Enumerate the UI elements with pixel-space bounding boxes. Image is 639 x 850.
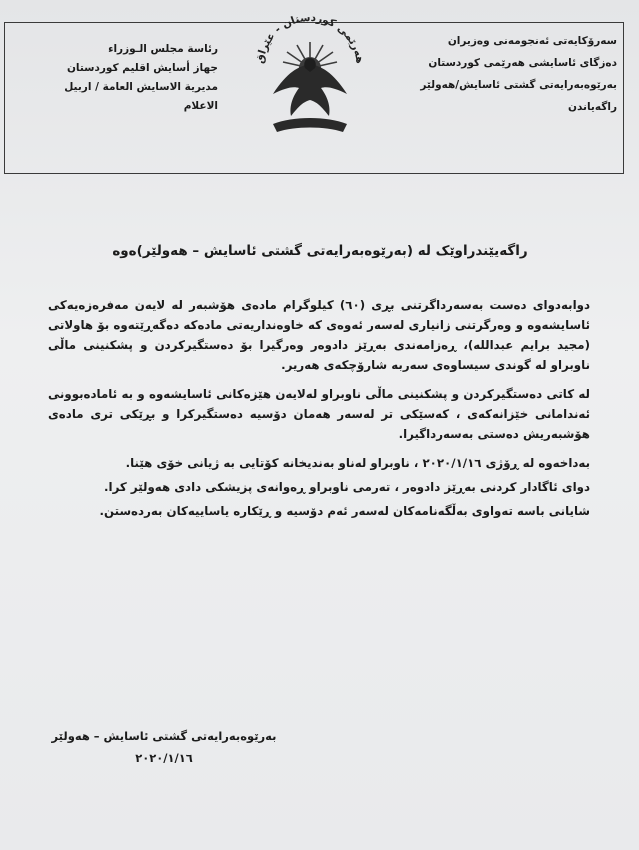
body-paragraph-5: شایانی باسە تەواوی بەڵگەنامەکان لەسەر ئەم دۆسیە و ڕێکارە یاساییەکان بەردەستن.	[99, 504, 590, 518]
letterhead-arabic-line-3: مديرية الاسايش العامة / اربيل	[64, 81, 218, 93]
body-paragraph-1: دوابەدوای دەست بەسەرداگرتنی بڕی (٦٠) کیلوگرام مادەی هۆشبەر لە لایەن مەفرەزەیەکی ئاسایشەوە و وەرگرتنی زانیاری لەسەر ئەوەی کە خاوەنداریەتی مادەکە دەگەڕێتەوە بۆ هاولاتی (مجید برایم عبدالله)، ڕەزامەندی بەڕێز دادوەر وەرگیرا بۆ دەستگیرکردن و پشکنینی ماڵی ناوبراو لە گوندی سیساوەی سەربە شارۆچکەی هەریر.	[48, 298, 590, 372]
body-paragraph-3: بەداخەوە لە ڕۆژی ٢٠٢٠/١/١٦ ، ناوبراو لەناو بەندیخانە کۆتایی بە ژیانی خۆی هێنا.	[125, 456, 590, 470]
signature-office: بەرێوەبەرایەتی گشتی ئاسایش – هەولێر	[51, 729, 277, 743]
letterhead-kurdish-line-2: دەزگای ئاسایشی هەرێمی کوردستان	[428, 57, 617, 69]
signature-block	[49, 725, 279, 769]
letterhead-arabic-line-1: رئاسة مجلس الـوزراء	[108, 43, 218, 55]
body-paragraph-2: لە کاتی دەستگیرکردن و پشکنینی ماڵی ناوبراو لەلایەن هێزەکانی ئاسایشەوە و بە ئامادەبوونی ئەندامانی خێزانەکەی ، کەسێکی تر لەسەر هەمان دۆسیە دەستگیرکرا و بڕێکی تری مادەی هۆشبەریش دەستی بەسەرداگیرا.	[48, 387, 590, 441]
letterhead-arabic	[28, 40, 218, 116]
body-paragraph-4: دوای ئاگادار کردنی بەڕێز دادوەر ، تەرمی ناوبراو ڕەوانەی پزیشکی دادی هەولێر کرا.	[104, 480, 590, 494]
document-body	[48, 295, 590, 530]
kurdistan-emblem-icon	[245, 2, 375, 142]
letterhead-kurdish-line-4: راگەیاندن	[568, 101, 617, 113]
letterhead-kurdish-line-3: بەرێوەبەرایەتی گشتی ئاسایش/هەولێر	[420, 79, 617, 91]
letterhead-kurdish-line-1: سەرۆکایەتی ئەنجومەنی وەزیران	[447, 35, 617, 47]
signature-date: ٢٠٢٠/١/١٦	[135, 751, 193, 765]
letterhead-arabic-line-4: الاعلام	[183, 100, 218, 112]
letterhead-kurdish	[417, 30, 617, 118]
emblem-arc-text: هەرێمی کوردستان - عێراق	[254, 11, 366, 65]
emblem-ribbon	[273, 118, 347, 132]
document-title: راگەیێندراوێک لە (بەرێوەبەرایەتی گشتی ئاسایش – هەولێر)ەوە	[112, 243, 528, 259]
letterhead-arabic-line-2: جهاز أسايش اقليم كوردستان	[66, 62, 218, 74]
